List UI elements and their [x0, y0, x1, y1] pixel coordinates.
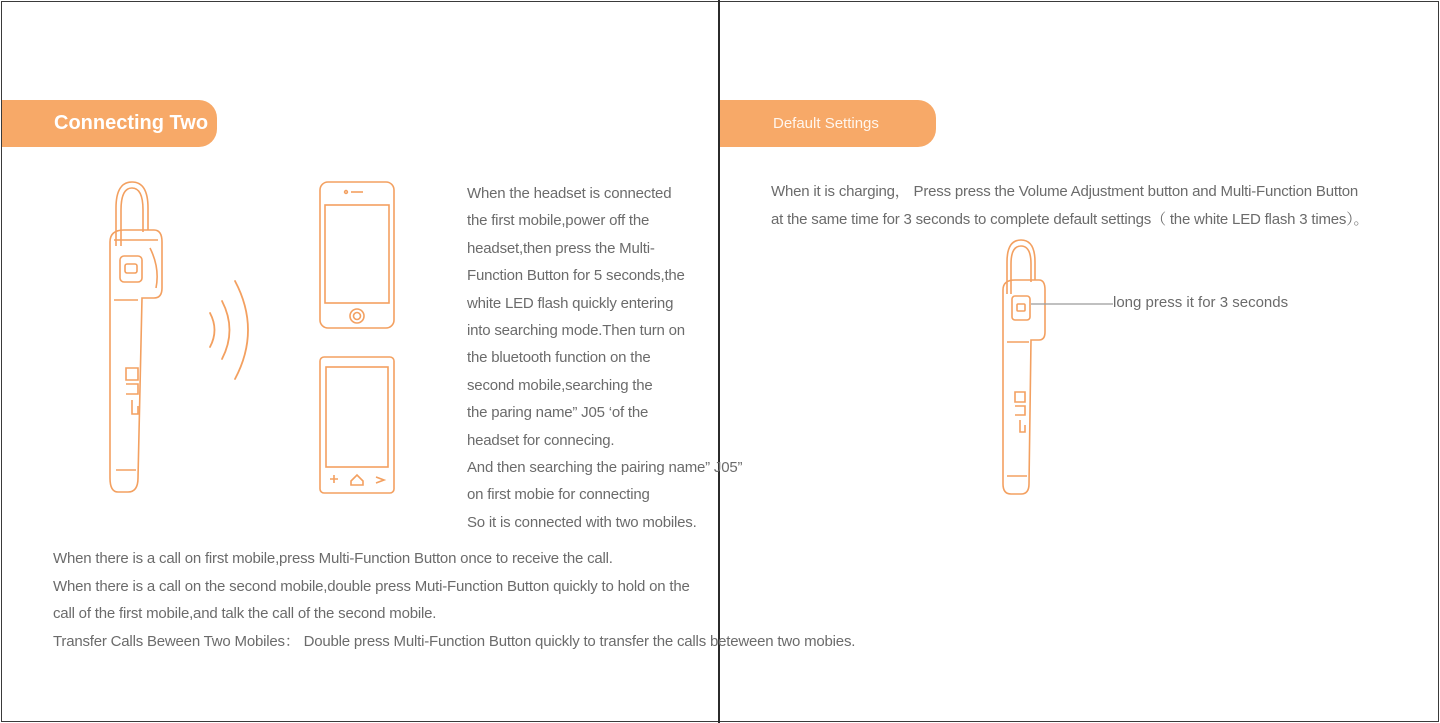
bluetooth-signal-icon [205, 275, 275, 385]
step-line: the paring name” J05 ‘of the [467, 404, 649, 422]
section-header-default-settings [720, 100, 936, 147]
headset-icon [100, 178, 180, 498]
call-instructions [53, 545, 1003, 655]
default-settings-text [771, 178, 1436, 234]
call-line: Transfer Calls Beween Two Mobiles： Double press Multi-Function Button quickly to transfer the calls beteween two mobies. [53, 632, 856, 650]
step-line: headset for connecing. [467, 431, 615, 449]
call-line: call of the first mobile,and talk the call of the second mobile. [53, 605, 437, 622]
step-line: the bluetooth function on the [467, 349, 651, 367]
android-phone-icon [318, 355, 396, 495]
step-line: headset,then press the Multi- [467, 239, 655, 257]
section-title: Default Settings [773, 115, 879, 132]
step-line: And then searching the pairing name” J05” [467, 459, 743, 477]
step-line: second mobile,searching the [467, 376, 653, 394]
call-line: When there is a call on the second mobile,double press Muti-Function Button quickly to hold on the [53, 577, 690, 595]
callout-label: long press it for 3 seconds [1113, 294, 1289, 311]
step-line: So it is connected with two mobiles. [467, 513, 697, 531]
step-line: on first mobie for connecting [467, 486, 650, 504]
section-title: Connecting Two [54, 112, 209, 134]
call-line: When there is a call on first mobile,press Multi-Function Button once to receive the call. [53, 550, 613, 567]
default-line: at the same time for 3 seconds to complete default settings（ the white LED flash 3 times）。 [771, 211, 1369, 228]
section-header-connecting-two [2, 100, 217, 147]
smartphone-icon [318, 180, 396, 330]
step-line: Function Button for 5 seconds,the [467, 267, 685, 285]
step-line: white LED flash quickly entering [467, 294, 674, 312]
step-line: the first mobile,power off the [467, 212, 650, 230]
step-line: When the headset is connected [467, 185, 672, 202]
headset-icon [995, 236, 1115, 498]
step-line: into searching mode.Then turn on [467, 322, 685, 340]
default-line: When it is charging， Press press the Volume Adjustment button and Multi-Function Button [771, 183, 1359, 200]
